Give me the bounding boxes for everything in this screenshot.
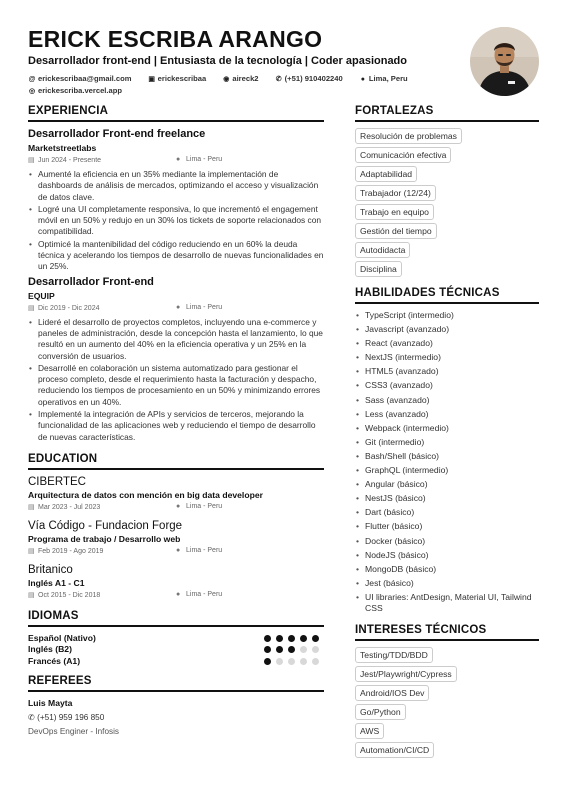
job-entry (28, 276, 324, 443)
interest-tag: Testing/TDD/BDD (355, 647, 433, 663)
education-dates: Mar 2023 - Jul 2023 (38, 503, 101, 511)
level-dot-empty (276, 658, 283, 665)
interests-heading: INTERESES TÉCNICOS (355, 624, 539, 641)
skill-item: • NestJS (básico) (355, 493, 539, 504)
job-meta (28, 303, 324, 315)
school-name: CIBERTEC (28, 475, 86, 488)
right-column (355, 105, 539, 761)
interest-tag: Automation/CI/CD (355, 742, 434, 758)
location-text: Lima, Peru (368, 74, 408, 83)
level-dot-filled (300, 635, 307, 642)
website-text: erickescriba.vercel.app (38, 86, 123, 95)
education-location: Lima - Peru (186, 502, 223, 510)
skill-item: • Bash/Shell (básico) (355, 451, 539, 462)
level-dot-empty (300, 658, 307, 665)
candidate-subtitle: Desarrollador front-end | Entusiasta de la tecnología | Coder apasionado (28, 55, 408, 67)
calendar-icon: ▤ (28, 157, 35, 164)
skill-item: • Sass (avanzado) (355, 395, 539, 406)
level-dot-empty (300, 646, 307, 653)
education-location: Lima - Peru (186, 590, 223, 598)
skill-item: • Javascript (avanzado) (355, 324, 539, 335)
skill-item: • TypeScript (intermedio) (355, 310, 539, 321)
strength-tag: Gestión del tiempo (355, 223, 437, 239)
phone-contact[interactable] (275, 73, 343, 85)
degree-name: Inglés A1 - C1 (28, 577, 85, 588)
skill-item: • Flutter (básico) (355, 521, 539, 532)
job-bullets (28, 169, 324, 273)
job-company: EQUIP (28, 290, 55, 301)
skill-item: • NodeJS (básico) (355, 550, 539, 561)
interest-tag: Go/Python (355, 704, 406, 720)
strengths-list (355, 128, 539, 277)
interest-tag: Android/IOS Dev (355, 685, 429, 701)
bullet-item: • Desarrollé en colaboración un sistema automatizado para gestionar el proceso completo, desde el requerimiento hasta la facturación y despacho, reduciendo los tiempos de procesamiento en un 50% y minimizando errores operativos en un 40%. (28, 363, 324, 408)
language-name: Inglés (B2) (28, 644, 72, 655)
job-role: Desarrollador Front-end freelance (28, 128, 206, 140)
strength-tag: Adaptabilidad (355, 166, 417, 182)
language-row (28, 633, 324, 645)
education-entry (28, 564, 324, 602)
education-dates: Oct 2015 - Dic 2018 (38, 591, 101, 599)
level-dot-filled (264, 646, 271, 653)
education-entry (28, 520, 324, 558)
referee-name: Luis Mayta (28, 698, 73, 709)
skill-item: • Jest (básico) (355, 578, 539, 589)
education-heading: EDUCATION (28, 453, 324, 470)
skill-item: • MongoDB (básico) (355, 564, 539, 575)
education-meta (28, 590, 324, 602)
phone-text: (+51) 910402240 (284, 74, 343, 83)
level-dot-filled (276, 635, 283, 642)
bullet-item: • Optimicé la mantenibilidad del código reduciendo en un 60% la deuda técnica y acelerando los tiempos de desarrollo de nuevas funcionalidades en un 25%. (28, 239, 324, 273)
languages-heading: IDIOMAS (28, 610, 324, 627)
job-company: Marketstreetlabs (28, 143, 97, 153)
skill-item: • UI libraries: AntDesign, Material UI, Tailwind CSS (355, 592, 539, 614)
job-entry (28, 128, 324, 273)
level-dot-filled (264, 658, 271, 665)
job-dates: Jun 2024 - Presente (38, 157, 102, 164)
education-meta (28, 502, 324, 514)
skill-item: • GraphQL (intermedio) (355, 465, 539, 476)
linkedin-text: erickescribaa (157, 74, 207, 83)
education-location: Lima - Peru (186, 546, 223, 554)
skill-item: • CSS3 (avanzado) (355, 380, 539, 391)
skills-heading: HABILIDADES TÉCNICAS (355, 287, 539, 304)
referees-heading: REFEREES (28, 675, 324, 692)
degree-name: Arquitectura de datos con mención en big data developer (28, 489, 263, 500)
experience-heading: EXPERIENCIA (28, 105, 324, 122)
calendar-icon: ▤ (28, 503, 35, 511)
strength-tag: Trabajo en equipo (355, 204, 434, 220)
skill-item: • Dart (básico) (355, 507, 539, 518)
interest-tag: Jest/Playwright/Cypress (355, 666, 457, 682)
level-dot-filled (264, 635, 271, 642)
strength-tag: Trabajador (12/24) (355, 185, 436, 201)
bullet-item: • Implementé la integración de APIs y servicios de terceros, mejorando la funcionalidad de las aplicaciones web y reduciendo el tiempo de desarrollo de nuevas características. (28, 409, 324, 443)
skill-item: • Git (intermedio) (355, 437, 539, 448)
skill-item: • Webpack (intermedio) (355, 423, 539, 434)
referee-phone-text: (+51) 959 196 850 (37, 713, 105, 723)
language-row (28, 644, 324, 656)
strength-tag: Autodidacta (355, 242, 410, 258)
bullet-item: • Logré una UI completamente responsiva, lo que incrementó el engagement móvil en un 50% y redujo en un 30% los tickets de soporte relacionados con compatibilidad. (28, 204, 324, 238)
bullet-item: • Aumenté la eficiencia en un 35% mediante la implementación de dashboards de análisis de mercados, optimizando el acceso y visualización de datos clave. (28, 169, 324, 203)
referee-role: DevOps Enginer - Infosis (28, 727, 120, 737)
level-dot-filled (312, 635, 319, 642)
at-icon: @ (28, 76, 36, 83)
job-meta (28, 155, 324, 167)
interest-tag: AWS (355, 723, 384, 739)
linkedin-contact[interactable] (148, 73, 207, 85)
location-icon: ● (176, 502, 181, 510)
strength-tag: Resolución de problemas (355, 128, 462, 144)
language-list (28, 633, 324, 668)
skills-list (355, 310, 539, 614)
language-row (28, 656, 324, 668)
level-dot-filled (288, 635, 295, 642)
skill-item: • Less (avanzado) (355, 409, 539, 420)
email-text: erickescribaa@gmail.com (38, 74, 132, 83)
skill-item: • Docker (básico) (355, 536, 539, 547)
interests-list (355, 647, 539, 758)
degree-name: Programa de trabajo / Desarrollo web (28, 533, 181, 544)
level-dot-empty (312, 646, 319, 653)
strength-tag: Disciplina (355, 261, 402, 277)
github-contact[interactable] (222, 73, 258, 85)
skill-item: • NextJS (intermedio) (355, 352, 539, 363)
location-contact (359, 73, 408, 85)
email-contact[interactable] (28, 73, 132, 85)
school-name: Vía Código - Fundacion Forge (28, 519, 183, 532)
skill-item: • HTML5 (avanzado) (355, 366, 539, 377)
education-meta (28, 546, 324, 558)
education-entry (28, 476, 324, 514)
language-name: Español (Nativo) (28, 632, 96, 643)
phone-icon: ✆ (28, 713, 38, 723)
calendar-icon: ▤ (28, 591, 35, 599)
school-name: Britanico (28, 563, 73, 576)
contact-info (28, 73, 458, 97)
profile-photo (470, 27, 539, 96)
location-icon: ● (176, 590, 181, 598)
language-level (264, 634, 324, 644)
location-icon: ● (176, 156, 181, 163)
education-dates: Feb 2019 - Ago 2019 (38, 547, 104, 555)
skill-item: • Angular (básico) (355, 479, 539, 490)
job-location: Lima - Peru (186, 303, 223, 311)
github-text: aireck2 (232, 74, 259, 83)
job-location: Lima - Peru (186, 156, 223, 163)
job-dates: Dic 2019 - Dic 2024 (38, 304, 100, 312)
language-name: Francés (A1) (28, 655, 81, 666)
candidate-name: ERICK ESCRIBA ARANGO (28, 26, 323, 52)
calendar-icon: ▤ (28, 547, 35, 555)
level-dot-filled (288, 646, 295, 653)
bullet-item: • Lideré el desarrollo de proyectos completos, incluyendo una e-commerce y paneles de administración, desde la concepción hasta el lanzamiento, lo que resultó en un aumento del 40% en la eficiencia operativa y un 25% en la conversión de usuarios. (28, 317, 324, 362)
globe-icon: ◎ (28, 88, 36, 95)
linkedin-icon: ▣ (148, 76, 155, 83)
job-bullets (28, 317, 324, 443)
left-column (28, 105, 324, 736)
strength-tag: Comunicación efectiva (355, 147, 451, 163)
job-role: Desarrollador Front-end (28, 275, 154, 288)
referee-phone[interactable] (28, 712, 324, 722)
level-dot-filled (276, 646, 283, 653)
language-level (264, 657, 324, 667)
location-icon: ● (176, 546, 181, 554)
level-dot-empty (288, 658, 295, 665)
level-dot-empty (312, 658, 319, 665)
location-icon: ● (360, 76, 365, 83)
github-icon: ◉ (223, 76, 230, 83)
location-icon: ● (176, 303, 181, 311)
skill-item: • React (avanzado) (355, 338, 539, 349)
strengths-heading: FORTALEZAS (355, 105, 539, 122)
website-contact[interactable] (28, 85, 122, 97)
language-level (264, 645, 324, 655)
calendar-icon: ▤ (28, 304, 35, 312)
phone-icon: ✆ (275, 76, 282, 83)
